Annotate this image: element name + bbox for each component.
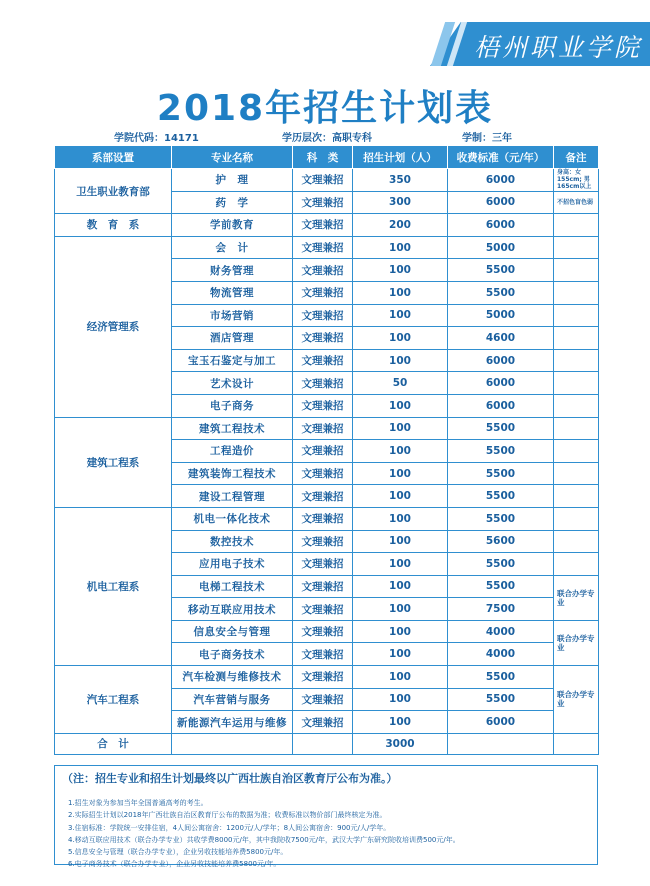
remark-cell: [554, 304, 599, 327]
fee-cell: 5500: [448, 688, 554, 711]
major-cell: 艺术设计: [172, 372, 293, 395]
total-value: 3000: [353, 733, 448, 754]
remark-cell: [554, 214, 599, 237]
category-cell: 文理兼招: [293, 507, 353, 530]
fee-cell: 6000: [448, 169, 554, 192]
major-cell: 汽车检测与维修技术: [172, 666, 293, 689]
remark-cell: [554, 553, 599, 576]
plan-cell: 100: [353, 598, 448, 621]
remark-cell: [554, 327, 599, 350]
table-row: [55, 169, 599, 192]
plan-cell: 100: [353, 304, 448, 327]
plan-cell: 100: [353, 620, 448, 643]
fee-cell: 5500: [448, 666, 554, 689]
fee-cell: 5500: [448, 417, 554, 440]
plan-cell: 100: [353, 327, 448, 350]
plan-cell: 100: [353, 462, 448, 485]
category-cell: 文理兼招: [293, 553, 353, 576]
major-cell: 药 学: [172, 191, 293, 214]
major-cell: 物流管理: [172, 281, 293, 304]
major-cell: 建设工程管理: [172, 485, 293, 508]
category-cell: 文理兼招: [293, 530, 353, 553]
department-cell: 机电工程系: [55, 507, 172, 665]
table-row: [55, 417, 599, 440]
department-cell: 建筑工程系: [55, 417, 172, 507]
total-label: 合 计: [55, 733, 172, 754]
page-title: 2018年招生计划表: [156, 88, 494, 129]
fee-cell: 6000: [448, 349, 554, 372]
note-item: 2.实际招生计划以2018年广西壮族自治区教育厅公布的数据为准；收费标准以物价部门最终核定为准。: [68, 811, 387, 820]
fee-cell: 6000: [448, 394, 554, 417]
plan-cell: 100: [353, 507, 448, 530]
category-cell: 文理兼招: [293, 620, 353, 643]
table-row: [55, 214, 599, 237]
fee-cell: 4000: [448, 620, 554, 643]
fee-cell: 6000: [448, 711, 554, 734]
category-cell: 文理兼招: [293, 169, 353, 192]
remark-cell: 不招色盲色弱: [554, 191, 599, 214]
fee-cell: 5600: [448, 530, 554, 553]
plan-cell: 100: [353, 575, 448, 598]
column-header: 备注: [554, 146, 599, 169]
fee-cell: 5500: [448, 485, 554, 508]
plan-cell: 350: [353, 169, 448, 192]
school-banner: [430, 22, 650, 66]
category-cell: 文理兼招: [293, 327, 353, 350]
fee-cell: 7500: [448, 598, 554, 621]
major-cell: 电子商务: [172, 394, 293, 417]
major-cell: 电子商务技术: [172, 643, 293, 666]
major-cell: 汽车营销与服务: [172, 688, 293, 711]
fee-cell: 5500: [448, 575, 554, 598]
column-header: 系部设置: [55, 146, 172, 169]
school-name: 梧州职业学院: [474, 33, 643, 62]
department-cell: 汽车工程系: [55, 666, 172, 734]
note-item: 1.招生对象为参加当年全国普通高考的考生。: [68, 799, 208, 807]
college-code: 学院代码：14171: [114, 133, 199, 144]
note-item: 3.住宿标准：学院统一安排住宿，4人间公寓宿舍：1200元/人/学年；8人间公寓宿舍：900元/人/学年。: [68, 823, 391, 832]
plan-cell: 100: [353, 417, 448, 440]
remark-cell: [554, 372, 599, 395]
education-level: 学历层次：高职专科: [282, 133, 372, 144]
department-cell: 经济管理系: [55, 236, 172, 417]
fee-cell: 5500: [448, 440, 554, 463]
plan-cell: 100: [353, 553, 448, 576]
table-row: [55, 666, 599, 689]
fee-cell: 6000: [448, 214, 554, 237]
fee-cell: 5000: [448, 236, 554, 259]
table-row: [55, 507, 599, 530]
enrollment-plan-table: [54, 145, 599, 755]
remark-cell: 联合办学专业: [554, 620, 599, 665]
fee-cell: 5500: [448, 281, 554, 304]
major-cell: 机电一体化技术: [172, 507, 293, 530]
category-cell: 文理兼招: [293, 643, 353, 666]
major-cell: 市场营销: [172, 304, 293, 327]
remark-cell: [554, 507, 599, 530]
category-cell: 文理兼招: [293, 485, 353, 508]
category-cell: 文理兼招: [293, 711, 353, 734]
category-cell: 文理兼招: [293, 575, 353, 598]
remark-cell: [554, 417, 599, 440]
major-cell: 学前教育: [172, 214, 293, 237]
column-header: 收费标准（元/年）: [448, 146, 554, 169]
category-cell: 文理兼招: [293, 394, 353, 417]
major-cell: 财务管理: [172, 259, 293, 282]
remark-cell: 联合办学专业: [554, 666, 599, 734]
remark-cell: [554, 530, 599, 553]
category-cell: 文理兼招: [293, 372, 353, 395]
fee-cell: 5500: [448, 259, 554, 282]
remark-cell: [554, 259, 599, 282]
fee-cell: 4600: [448, 327, 554, 350]
major-cell: 工程造价: [172, 440, 293, 463]
major-cell: 信息安全与管理: [172, 620, 293, 643]
remark-cell: [554, 440, 599, 463]
category-cell: 文理兼招: [293, 598, 353, 621]
table-row: [55, 236, 599, 259]
plan-cell: 50: [353, 372, 448, 395]
category-cell: 文理兼招: [293, 440, 353, 463]
major-cell: 建筑装饰工程技术: [172, 462, 293, 485]
plan-cell: 100: [353, 530, 448, 553]
plan-cell: 100: [353, 666, 448, 689]
remark-cell: [554, 394, 599, 417]
plan-cell: 100: [353, 688, 448, 711]
major-cell: 建筑工程技术: [172, 417, 293, 440]
plan-cell: 100: [353, 440, 448, 463]
note-item: 5.信息安全与管理（联合办学专业），企业另收技能培养费5800元/年。: [68, 848, 288, 857]
fee-cell: 5500: [448, 507, 554, 530]
note-item: 6.电子商务技术（联合办学专业），企业另收技能培养费5800元/年。: [68, 860, 281, 869]
major-cell: 移动互联应用技术: [172, 598, 293, 621]
remark-cell: [554, 349, 599, 372]
column-header: 专业名称: [172, 146, 293, 169]
major-cell: 护 理: [172, 169, 293, 192]
major-cell: 数控技术: [172, 530, 293, 553]
department-cell: 教 育 系: [55, 214, 172, 237]
announcement: （注：招生专业和招生计划最终以广西壮族自治区教育厅公布为准。）: [62, 772, 398, 785]
remark-cell: [554, 462, 599, 485]
category-cell: 文理兼招: [293, 236, 353, 259]
plan-cell: 100: [353, 643, 448, 666]
column-header: 招生计划（人）: [353, 146, 448, 169]
plan-cell: 100: [353, 711, 448, 734]
fee-cell: 4000: [448, 643, 554, 666]
fee-cell: 6000: [448, 372, 554, 395]
category-cell: 文理兼招: [293, 281, 353, 304]
remark-cell: 联合办学专业: [554, 575, 599, 620]
note-item: 4.移动互联应用技术（联合办学专业）共收学费8000元/年，其中我院收7500元/年，武汉大学广东研究院收培训费500元/年。: [68, 835, 460, 844]
category-cell: 文理兼招: [293, 462, 353, 485]
category-cell: 文理兼招: [293, 191, 353, 214]
remark-cell: [554, 281, 599, 304]
remark-cell: [554, 236, 599, 259]
major-cell: 宝玉石鉴定与加工: [172, 349, 293, 372]
category-cell: 文理兼招: [293, 688, 353, 711]
category-cell: 文理兼招: [293, 417, 353, 440]
major-cell: 电梯工程技术: [172, 575, 293, 598]
remark-cell: [554, 485, 599, 508]
fee-cell: 5500: [448, 553, 554, 576]
plan-cell: 100: [353, 394, 448, 417]
total-row: [55, 733, 599, 754]
remark-cell: 身高：女155cm; 男165cm以上: [554, 169, 599, 192]
category-cell: 文理兼招: [293, 214, 353, 237]
category-cell: 文理兼招: [293, 304, 353, 327]
plan-cell: 200: [353, 214, 448, 237]
department-cell: 卫生职业教育部: [55, 169, 172, 214]
major-cell: 应用电子技术: [172, 553, 293, 576]
plan-cell: 300: [353, 191, 448, 214]
column-header: 科 类: [293, 146, 353, 169]
duration: 学制：三年: [462, 133, 512, 144]
plan-cell: 100: [353, 259, 448, 282]
category-cell: 文理兼招: [293, 349, 353, 372]
plan-cell: 100: [353, 236, 448, 259]
fee-cell: 5500: [448, 462, 554, 485]
major-cell: 会 计: [172, 236, 293, 259]
notes-list: [68, 797, 588, 871]
category-cell: 文理兼招: [293, 259, 353, 282]
fee-cell: 5000: [448, 304, 554, 327]
major-cell: 新能源汽车运用与维修: [172, 711, 293, 734]
fee-cell: 6000: [448, 191, 554, 214]
table-header-row: [55, 146, 599, 169]
plan-cell: 100: [353, 485, 448, 508]
plan-cell: 100: [353, 281, 448, 304]
major-cell: 酒店管理: [172, 327, 293, 350]
plan-cell: 100: [353, 349, 448, 372]
category-cell: 文理兼招: [293, 666, 353, 689]
